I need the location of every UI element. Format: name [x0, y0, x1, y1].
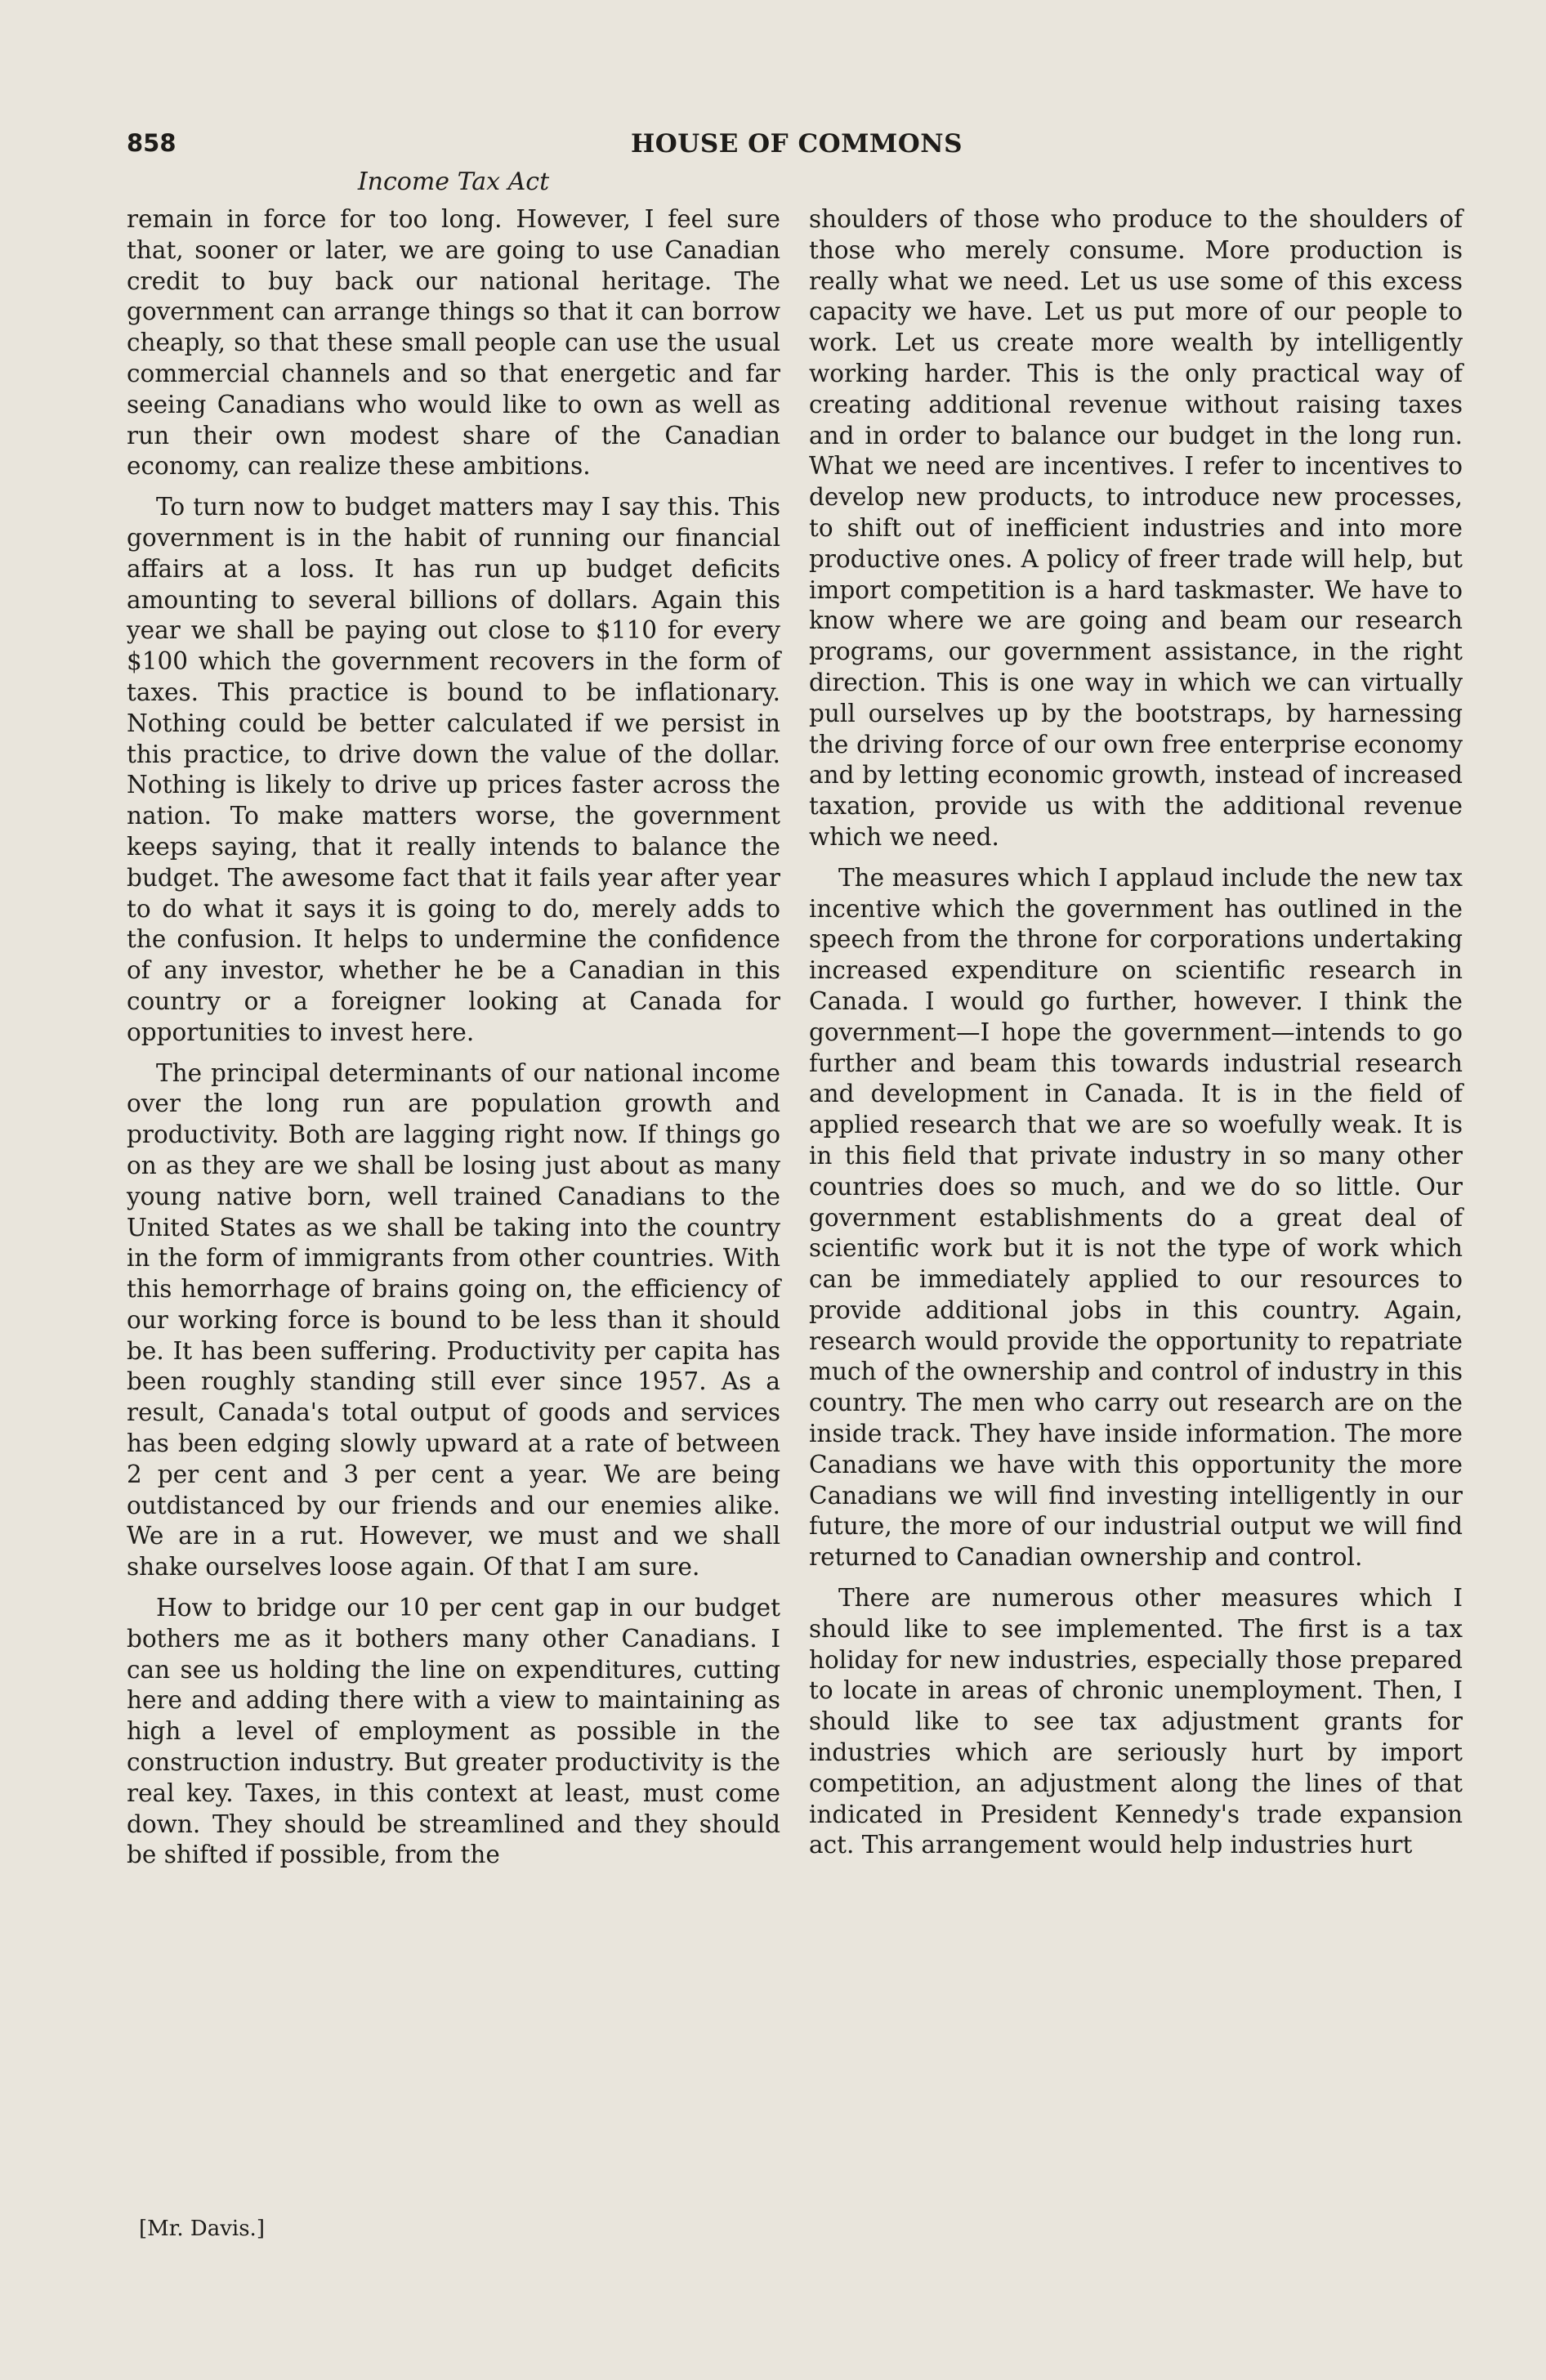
paragraph: There are numerous other measures which I should like to see implemented. The first is a tax holiday for new industries, especially those prepared to locate in areas of chronic unemployment. Then, I should like to see tax adjustment grants for industries which are seriously hurt by import competition, an adjustment along the lines of that indicated in President Kennedy's trade expansion act. This arrangement would help industries hurt	[809, 1584, 1463, 1859]
page-number: 858	[127, 129, 176, 157]
speaker-note: [Mr. Davis.]	[139, 2217, 265, 2241]
left-column	[127, 204, 780, 1881]
running-title: HOUSE OF COMMONS	[631, 129, 963, 159]
paragraph: The measures which I applaud include the new tax incentive which the government has outlined in the speech from the throne for corporations undertaking increased expenditure on scientific research in Canada. I would go further, however. I think the government—I hope the government—intends to go further and beam this towards industrial research and development in Canada. It is in the field of applied research that we are so woefully weak. It is in this field that private industry in so many other countries does so much, and we do so little. Our government establishments do a great deal of scientific work but it is not the type of work which can be immediately applied to our resources to provide additional jobs in this country. Again, research would provide the opportunity to repatriate much of the ownership and control of industry in this country. The men who carry out research are on the inside track. They have inside information. The more Canadians we have with this opportunity the more Canadians we will find investing intelligently in our future, the more of our industrial output we will find returned to Canadian ownership and control.	[809, 863, 1463, 1572]
page-header	[127, 129, 1467, 170]
right-column	[809, 204, 1463, 1871]
paragraph: remain in force for too long. However, I feel sure that, sooner or later, we are going to use Canadian credit to buy back our national heritage. The government can arrange things so that it can borrow cheaply, so that these small people can use the usual commercial channels and so that energetic and far seeing Canadians who would like to own as well as run their own modest share of the Canadian economy, can realize these ambitions.	[127, 205, 780, 481]
section-title: Income Tax Act	[357, 168, 550, 196]
paragraph: The principal determinants of our national income over the long run are population growth and productivity. Both are lagging right now. If things go on as they are we shall be losing just about as many young native born, well trained Canadians to the United States as we shall be taking into the country in the form of immigrants from other countries. With this hemorrhage of brains going on, the efficiency of our working force is bound to be less than it should be. It has been suffering. Productivity per capita has been roughly standing still ever since 1957. As a result, Canada's total output of goods and services has been edging slowly upward at a rate of between 2 per cent and 3 per cent a year. We are being outdistanced by our friends and our enemies alike. We are in a rut. However, we must and we shall shake ourselves loose again. Of that I am sure.	[127, 1058, 780, 1581]
paragraph: shoulders of those who produce to the shoulders of those who merely consume. More production is really what we need. Let us use some of this excess capacity we have. Let us put more of our people to work. Let us create more wealth by intelligently working harder. This is the only practical way of creating additional revenue without raising taxes and in order to balance our budget in the long run. What we need are incentives. I refer to incentives to develop new products, to introduce new processes, to shift out of inefficient industries and into more productive ones. A policy of freer trade will help, but import competition is a hard taskmaster. We have to know where we are going and beam our research programs, our government assistance, in the right direction. This is one way in which we can virtually pull ourselves up by the bootstraps, by harnessing the driving force of our own free enterprise economy and by letting economic growth, instead of increased taxation, provide us with the additional revenue which we need.	[809, 205, 1463, 851]
paragraph: To turn now to budget matters may I say this. This government is in the habit of running our financial affairs at a loss. It has run up budget deficits amounting to several billions of dollars. Again this year we shall be paying out close to $110 for every $100 which the government recovers in the form of taxes. This practice is bound to be inflationary. Nothing could be better calculated if we persist in this practice, to drive down the value of the dollar. Nothing is likely to drive up prices faster across the nation. To make matters worse, the government keeps saying, that it really intends to balance the budget. The awesome fact that it fails year after year to do what it says it is going to do, merely adds to the confusion. It helps to undermine the confidence of any investor, whether he be a Canadian in this country or a foreigner looking at Canada for opportunities to invest here.	[127, 493, 780, 1046]
paragraph: How to bridge our 10 per cent gap in our budget bothers me as it bothers many other Canadians. I can see us holding the line on expenditures, cutting here and adding there with a view to maintaining as high a level of employment as possible in the construction industry. But greater productivity is the real key. Taxes, in this context at least, must come down. They should be streamlined and they should be shifted if possible, from the	[127, 1594, 780, 1869]
